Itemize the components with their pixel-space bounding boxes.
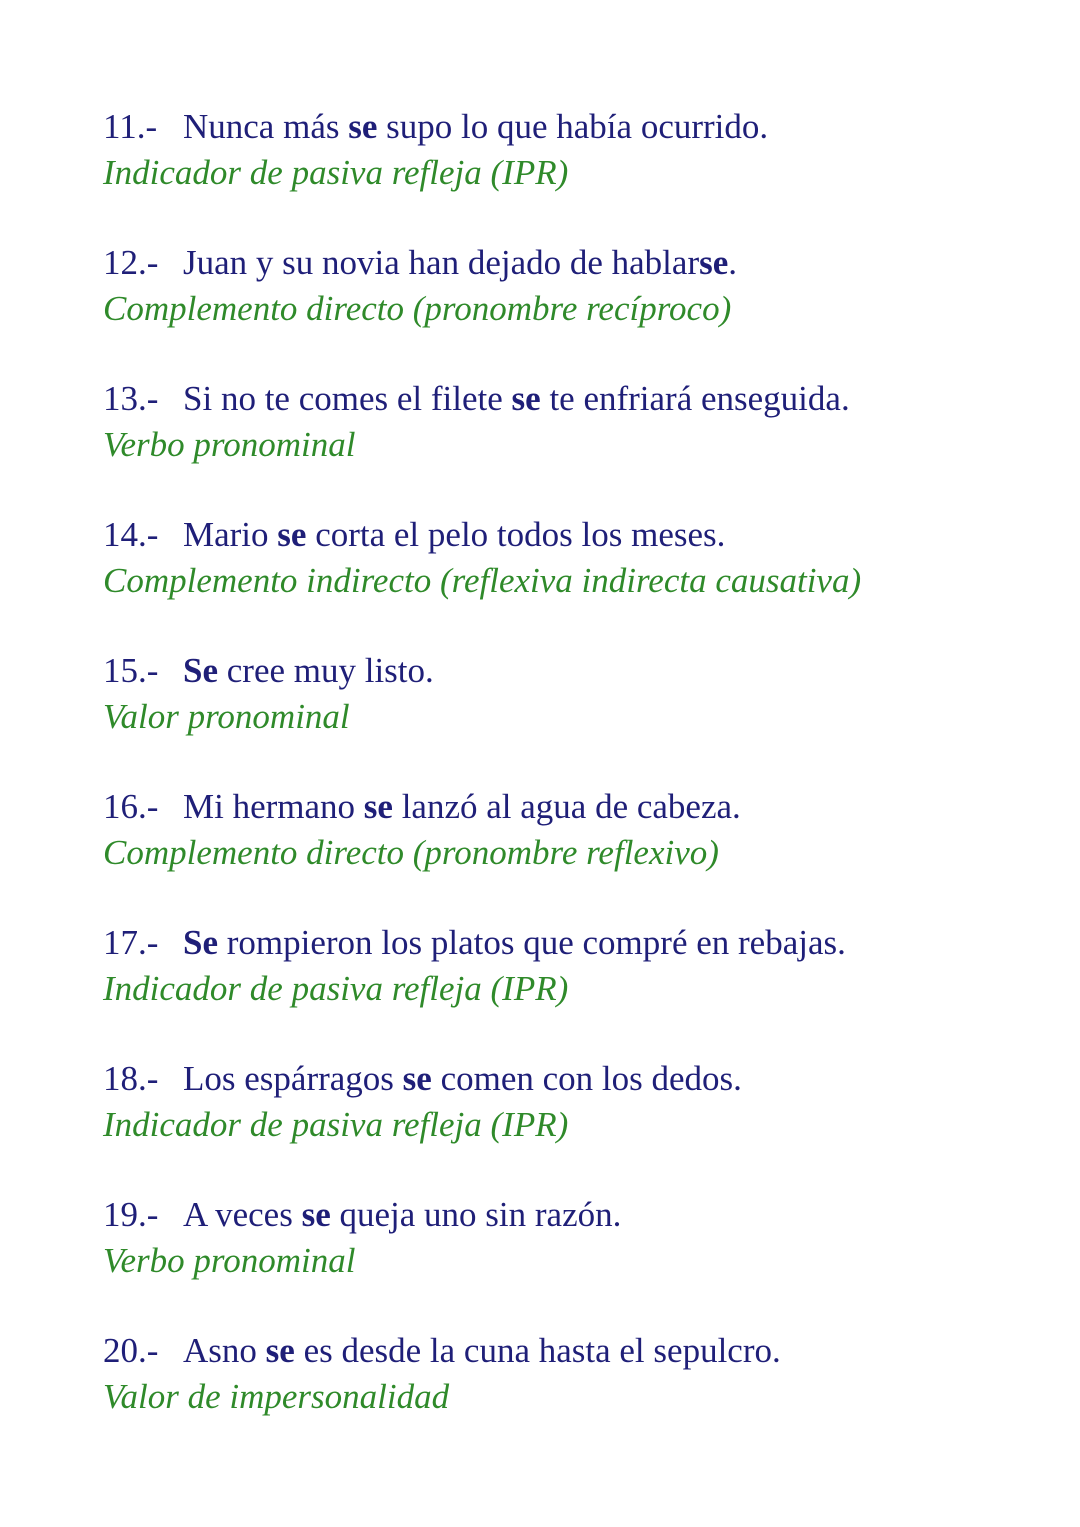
sentence-after: es desde la cuna hasta el sepulcro. xyxy=(294,1331,781,1370)
exercise-number: 14.- xyxy=(103,515,159,554)
sentence-before: Mi hermano xyxy=(183,787,364,826)
exercise-item-20 xyxy=(103,1328,1063,1464)
exercise-number: 13.- xyxy=(103,379,159,418)
exercise-number: 17.- xyxy=(103,923,159,962)
exercise-item-14 xyxy=(103,512,1063,648)
exercise-item-13 xyxy=(103,376,1063,512)
exercise-sentence xyxy=(103,240,1063,286)
sentence-before: Si no te comes el filete xyxy=(183,379,512,418)
se-highlight: Se xyxy=(183,923,218,962)
se-highlight: se xyxy=(363,787,393,826)
exercise-number: 15.- xyxy=(103,651,159,690)
se-highlight: se xyxy=(301,1195,331,1234)
sentence-after: lanzó al agua de cabeza. xyxy=(392,787,741,826)
sentence-before: Asno xyxy=(183,1331,266,1370)
exercise-number: 19.- xyxy=(103,1195,159,1234)
sentence-after: corta el pelo todos los meses. xyxy=(306,515,726,554)
sentence-after: supo lo que había ocurrido. xyxy=(377,107,769,146)
exercise-item-16 xyxy=(103,784,1063,920)
sentence-before: Los espárragos xyxy=(183,1059,403,1098)
exercise-answer: Verbo pronominal xyxy=(103,1241,356,1280)
exercise-answer: Valor de impersonalidad xyxy=(103,1377,450,1416)
exercise-sentence xyxy=(103,376,1063,422)
exercise-sentence xyxy=(103,1192,1063,1238)
sentence-after: rompieron los platos que compré en rebajas. xyxy=(218,923,846,962)
exercise-answer: Indicador de pasiva refleja (IPR) xyxy=(103,153,569,192)
exercise-sentence xyxy=(103,648,1063,694)
sentence-after: comen con los dedos. xyxy=(431,1059,742,1098)
exercise-answer: Complemento indirecto (reflexiva indirecta causativa) xyxy=(103,561,862,600)
exercise-item-15 xyxy=(103,648,1063,784)
se-highlight: se xyxy=(277,515,307,554)
exercise-sentence xyxy=(103,784,1063,830)
se-highlight: se xyxy=(402,1059,432,1098)
se-highlight: se xyxy=(348,107,378,146)
exercise-sentence xyxy=(103,104,1063,150)
exercise-answer: Indicador de pasiva refleja (IPR) xyxy=(103,1105,569,1144)
exercise-sentence xyxy=(103,1056,1063,1102)
exercise-answer: Verbo pronominal xyxy=(103,425,356,464)
se-highlight: se xyxy=(699,243,729,282)
sentence-before: Nunca más xyxy=(183,107,349,146)
exercise-answer: Complemento directo (pronombre reflexivo) xyxy=(103,833,719,872)
exercise-item-11 xyxy=(103,104,1063,240)
sentence-before: Juan y su novia han dejado de hablar xyxy=(183,243,700,282)
sentence-before: Mario xyxy=(183,515,278,554)
exercise-list xyxy=(103,104,1063,1464)
sentence-after: . xyxy=(728,243,738,282)
exercise-answer: Indicador de pasiva refleja (IPR) xyxy=(103,969,569,1008)
sentence-after: te enfriará enseguida. xyxy=(540,379,850,418)
exercise-number: 16.- xyxy=(103,787,159,826)
exercise-number: 18.- xyxy=(103,1059,159,1098)
se-highlight: se xyxy=(511,379,541,418)
exercise-answer: Valor pronominal xyxy=(103,697,350,736)
exercise-number: 12.- xyxy=(103,243,159,282)
exercise-item-12 xyxy=(103,240,1063,376)
exercise-item-19 xyxy=(103,1192,1063,1328)
se-highlight: Se xyxy=(183,651,218,690)
exercise-sentence xyxy=(103,920,1063,966)
exercise-answer: Complemento directo (pronombre recíproco) xyxy=(103,289,732,328)
se-highlight: se xyxy=(265,1331,295,1370)
exercise-sentence xyxy=(103,1328,1063,1374)
sentence-after: queja uno sin razón. xyxy=(330,1195,622,1234)
exercise-number: 11.- xyxy=(103,107,158,146)
sentence-before: A veces xyxy=(183,1195,302,1234)
sentence-after: cree muy listo. xyxy=(218,651,434,690)
exercise-item-18 xyxy=(103,1056,1063,1192)
exercise-sentence xyxy=(103,512,1063,558)
exercise-number: 20.- xyxy=(103,1331,159,1370)
exercise-item-17 xyxy=(103,920,1063,1056)
